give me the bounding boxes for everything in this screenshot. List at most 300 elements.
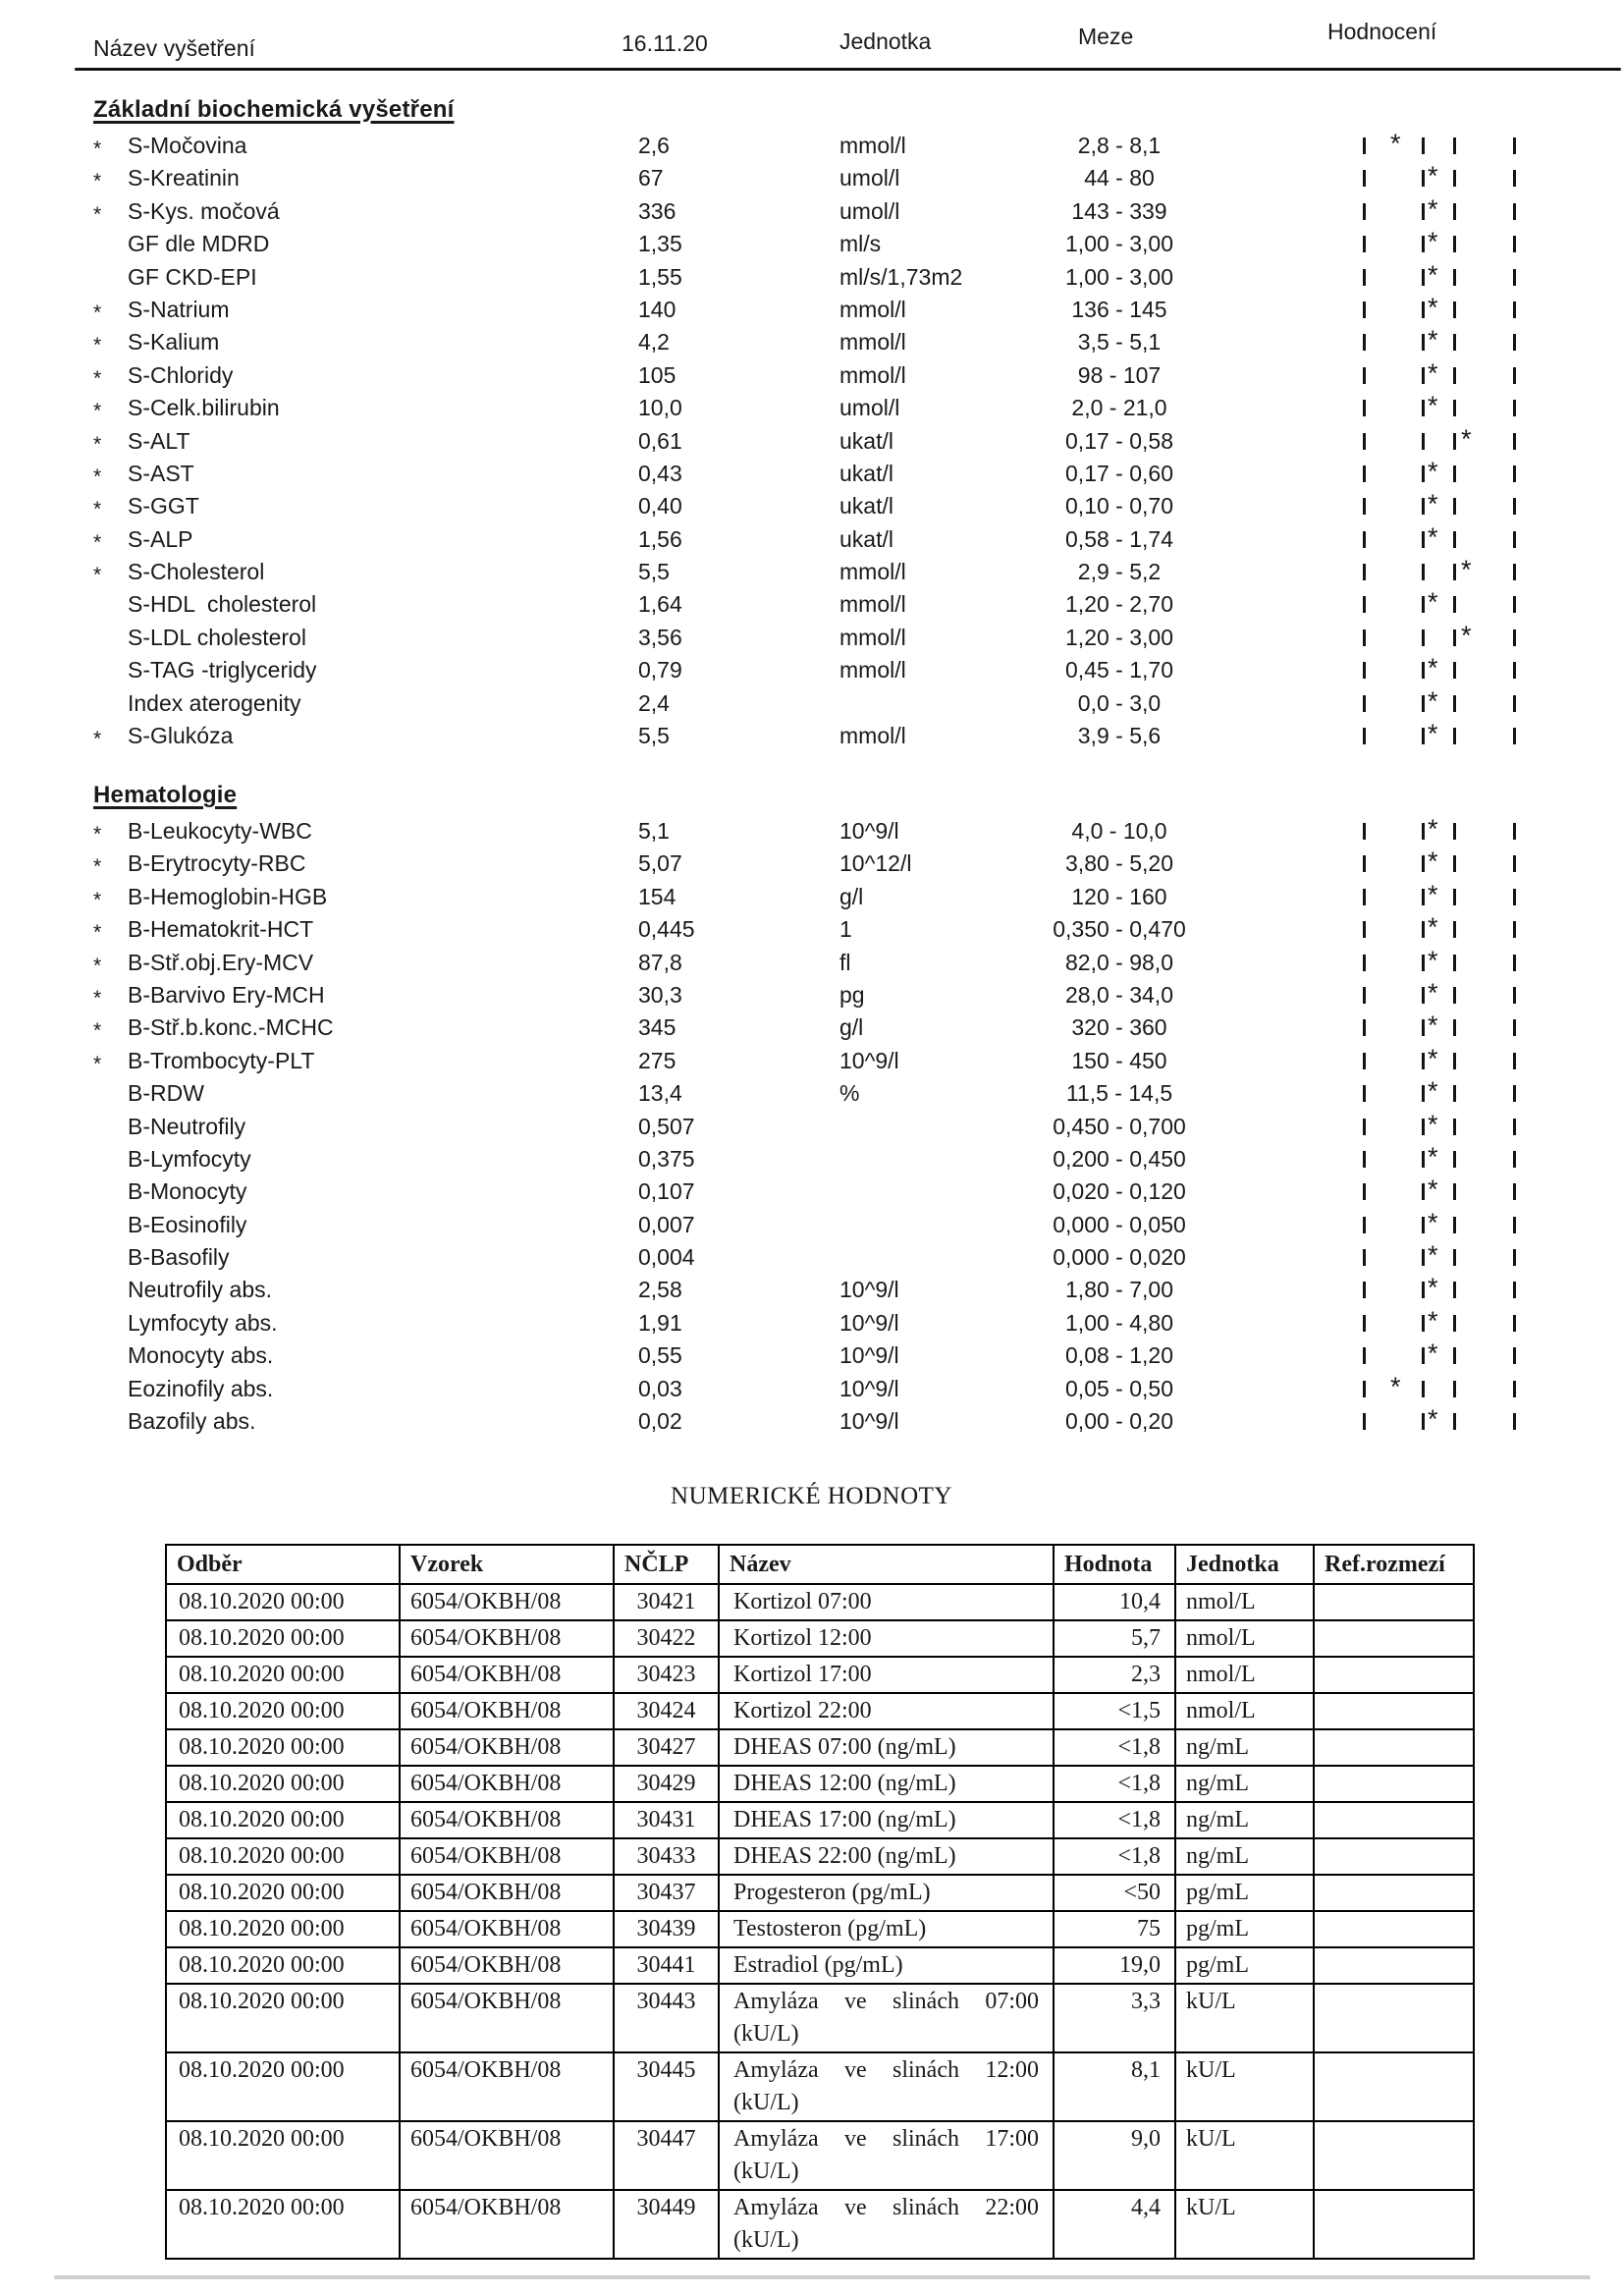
row-value: 0,445 [638, 916, 695, 943]
row-value: 10,0 [638, 395, 682, 421]
row-unit: 10^12/l [839, 850, 912, 877]
flag-bar [1453, 728, 1456, 744]
cell-nclp-code: 30429 [614, 1766, 719, 1802]
numeric-table-row [166, 1875, 1474, 1911]
cell-nclp-code: 30439 [614, 1911, 719, 1947]
row-unit [839, 1143, 1001, 1175]
row-test-name: B-Stř.b.konc.-MCHC [128, 1014, 334, 1041]
row-flag-chart [1363, 130, 1520, 165]
abnormal-asterisk [93, 1143, 128, 1175]
abnormal-asterisk [93, 588, 128, 621]
flag-bar [1513, 531, 1516, 548]
row-range: 0,17 - 0,60 [1065, 460, 1173, 486]
cell-ref-range [1314, 1620, 1474, 1657]
col-header-test-name: Název vyšetření [93, 35, 255, 61]
row-unit: ml/s [839, 231, 882, 257]
row-flag-chart [1363, 913, 1520, 949]
row-range: 0,020 - 0,120 [1053, 1178, 1186, 1205]
flag-marker: * [1428, 1011, 1438, 1041]
numeric-table-row [166, 1838, 1474, 1875]
row-test-name: B-Leukocyty-WBC [128, 818, 312, 844]
row-spacer [1237, 1373, 1363, 1405]
flag-bar [1422, 367, 1425, 384]
flag-bar [1453, 1183, 1456, 1200]
flag-marker: * [1428, 945, 1438, 975]
flag-bar [1453, 1282, 1456, 1298]
row-spacer [1237, 523, 1363, 559]
row-spacer [1237, 1045, 1363, 1080]
cell-ref-range [1314, 1911, 1474, 1947]
row-test-name: Eozinofily abs. [128, 1375, 274, 1401]
row-flag-chart [1363, 881, 1520, 916]
row-flag-chart [1363, 1011, 1520, 1047]
lab-row [0, 947, 1623, 979]
flag-bar [1422, 269, 1425, 286]
cell-test-name: DHEAS 07:00 (ng/mL) [719, 1729, 1054, 1766]
row-unit: ukat/l [839, 427, 893, 454]
cell-sample-id: 6054/OKBH/08 [400, 1693, 614, 1729]
numeric-table-header [166, 1545, 1474, 1584]
flag-bar [1453, 1315, 1456, 1332]
row-value: 2,58 [638, 1277, 682, 1303]
row-range: 1,00 - 3,00 [1065, 263, 1173, 290]
flag-bar [1363, 1249, 1366, 1266]
lab-row [0, 815, 1623, 847]
flag-bar [1453, 203, 1456, 220]
row-flag-chart [1363, 523, 1520, 559]
row-test-name: S-Natrium [128, 296, 230, 322]
cell-unit: kU/L [1175, 1984, 1314, 2052]
flag-marker: * [1461, 620, 1472, 650]
row-spacer [1237, 359, 1363, 395]
row-test-name: B-RDW [128, 1080, 204, 1107]
row-flag-chart [1363, 1209, 1520, 1241]
flag-bar [1453, 433, 1456, 450]
flag-bar [1513, 1085, 1516, 1102]
row-value: 2,4 [638, 689, 670, 716]
row-range: 98 - 107 [1077, 361, 1162, 388]
cell-nclp-code: 30443 [614, 1984, 719, 2052]
flag-bar [1422, 531, 1425, 548]
row-flag-chart [1363, 1405, 1520, 1438]
row-spacer [1237, 720, 1363, 755]
numeric-values-title: NUMERICKÉ HODNOTY [671, 1483, 952, 1509]
cell-value: <1,8 [1054, 1729, 1175, 1766]
row-test-name: S-Celk.bilirubin [128, 395, 280, 421]
flag-bar [1422, 301, 1425, 318]
cell-value: <1,8 [1054, 1838, 1175, 1875]
row-test-name: Index aterogenity [128, 689, 301, 716]
flag-marker: * [1428, 489, 1438, 519]
cell-test-name: Kortizol 07:00 [719, 1584, 1054, 1620]
row-test-name: S-Kreatinin [128, 165, 240, 191]
flag-bar [1422, 564, 1425, 580]
row-spacer [1237, 1175, 1363, 1208]
cell-unit: ng/mL [1175, 1766, 1314, 1802]
flag-marker: * [1428, 521, 1438, 552]
row-flag-chart [1363, 1241, 1520, 1274]
lab-row [0, 979, 1623, 1011]
section-title: Hematologie [93, 782, 238, 808]
abnormal-asterisk: * [93, 301, 102, 324]
row-value: 13,4 [638, 1080, 682, 1107]
row-value: 105 [638, 361, 676, 388]
abnormal-asterisk: * [93, 465, 102, 488]
numeric-col-header: NČLP [614, 1545, 719, 1584]
numeric-table-row [166, 1729, 1474, 1766]
row-unit: ukat/l [839, 493, 893, 519]
lab-row [0, 1307, 1623, 1339]
row-value: 1,55 [638, 263, 682, 290]
lab-row [0, 1011, 1623, 1044]
row-value: 0,004 [638, 1244, 695, 1271]
row-range: 120 - 160 [1071, 883, 1167, 909]
row-value: 1,64 [638, 591, 682, 618]
flag-bar [1363, 498, 1366, 515]
cell-sample-id: 6054/OKBH/08 [400, 2190, 614, 2259]
lab-row [0, 261, 1623, 294]
flag-bar [1513, 203, 1516, 220]
row-test-name: B-Basofily [128, 1244, 230, 1271]
flag-marker: * [1428, 227, 1438, 257]
abnormal-asterisk [93, 1274, 128, 1306]
abnormal-asterisk: * [93, 530, 102, 554]
cell-value: 3,3 [1054, 1984, 1175, 2052]
cell-sample-id: 6054/OKBH/08 [400, 1911, 614, 1947]
cell-test-name: DHEAS 22:00 (ng/mL) [719, 1838, 1054, 1875]
flag-bar [1453, 987, 1456, 1004]
flag-bar [1453, 921, 1456, 938]
cell-collection-time: 08.10.2020 00:00 [166, 1766, 400, 1802]
lab-row [0, 458, 1623, 490]
cell-test-name: Amyláza ve slinách 17:00 (kU/L) [719, 2121, 1054, 2190]
cell-sample-id: 6054/OKBH/08 [400, 1766, 614, 1802]
flag-bar [1422, 728, 1425, 744]
row-unit: ml/s/1,73m2 [839, 263, 963, 290]
col-header-unit: Jednotka [839, 28, 932, 54]
cell-test-name: Amyláza ve slinách 22:00 (kU/L) [719, 2190, 1054, 2259]
row-test-name: Monocyty abs. [128, 1342, 274, 1369]
cell-value: 5,7 [1054, 1620, 1175, 1657]
flag-bar [1453, 1217, 1456, 1233]
flag-bar [1513, 1315, 1516, 1332]
abnormal-asterisk: * [93, 170, 102, 193]
row-test-name: B-Lymfocyty [128, 1145, 251, 1172]
row-value: 0,107 [638, 1178, 695, 1205]
row-test-name: S-Cholesterol [128, 559, 265, 585]
row-range: 28,0 - 34,0 [1065, 981, 1173, 1008]
row-flag-chart [1363, 294, 1520, 329]
numeric-col-header: Ref.rozmezí [1314, 1545, 1474, 1584]
flag-bar [1363, 1085, 1366, 1102]
row-value: 5,5 [638, 723, 670, 749]
flag-bar [1513, 1053, 1516, 1069]
row-unit: ukat/l [839, 460, 893, 486]
cell-sample-id: 6054/OKBH/08 [400, 2121, 614, 2190]
flag-bar [1363, 629, 1366, 646]
cell-collection-time: 08.10.2020 00:00 [166, 1620, 400, 1657]
header-divider-line [75, 68, 1621, 71]
row-spacer [1237, 1274, 1363, 1306]
flag-bar [1422, 629, 1425, 646]
lab-row [0, 162, 1623, 194]
flag-bar [1453, 1347, 1456, 1364]
row-test-name: S-HDL cholesterol [128, 591, 317, 618]
flag-marker: * [1428, 685, 1438, 716]
row-spacer [1237, 913, 1363, 949]
row-spacer [1237, 425, 1363, 461]
row-value: 336 [638, 197, 676, 224]
flag-bar [1363, 269, 1366, 286]
abnormal-asterisk [93, 687, 128, 720]
flag-bar [1363, 823, 1366, 840]
cell-ref-range [1314, 1875, 1474, 1911]
flag-marker: * [1390, 1371, 1401, 1401]
flag-bar [1422, 1053, 1425, 1069]
flag-bar [1363, 236, 1366, 252]
row-value: 275 [638, 1047, 676, 1073]
cell-collection-time: 08.10.2020 00:00 [166, 1875, 400, 1911]
cell-ref-range [1314, 1584, 1474, 1620]
flag-bar [1513, 889, 1516, 905]
row-flag-chart [1363, 1274, 1520, 1306]
row-flag-chart [1363, 622, 1520, 654]
row-test-name: B-Stř.obj.Ery-MCV [128, 949, 314, 975]
row-range: 0,200 - 0,450 [1053, 1145, 1186, 1172]
flag-marker: * [1461, 423, 1472, 454]
cell-collection-time: 08.10.2020 00:00 [166, 1693, 400, 1729]
flag-marker: * [1428, 912, 1438, 943]
row-unit: umol/l [839, 165, 900, 191]
row-unit: mmol/l [839, 361, 906, 388]
row-unit: mmol/l [839, 723, 906, 749]
cell-sample-id: 6054/OKBH/08 [400, 1620, 614, 1657]
row-range: 143 - 339 [1071, 197, 1167, 224]
row-spacer [1237, 162, 1363, 197]
row-spacer [1237, 326, 1363, 361]
cell-nclp-code: 30427 [614, 1729, 719, 1766]
flag-marker: * [1428, 879, 1438, 909]
row-value: 0,79 [638, 657, 682, 683]
cell-unit: kU/L [1175, 2052, 1314, 2121]
cell-test-name: Progesteron (pg/mL) [719, 1875, 1054, 1911]
flag-bar [1513, 1183, 1516, 1200]
flag-marker: * [1428, 325, 1438, 355]
flag-bar [1422, 1217, 1425, 1233]
flag-bar [1363, 1413, 1366, 1430]
flag-bar [1363, 564, 1366, 580]
row-test-name: B-Eosinofily [128, 1211, 247, 1237]
lab-row [0, 1111, 1623, 1143]
row-unit: ukat/l [839, 525, 893, 552]
row-spacer [1237, 1143, 1363, 1175]
cell-ref-range [1314, 2052, 1474, 2121]
row-flag-chart [1363, 1077, 1520, 1110]
row-value: 67 [638, 165, 664, 191]
flag-bar [1422, 137, 1425, 154]
cell-ref-range [1314, 1802, 1474, 1838]
flag-marker: * [1428, 977, 1438, 1008]
cell-sample-id: 6054/OKBH/08 [400, 1947, 614, 1984]
row-range: 136 - 145 [1071, 296, 1167, 322]
lab-row [0, 622, 1623, 654]
flag-bar [1422, 334, 1425, 351]
flag-bar [1513, 498, 1516, 515]
numeric-table-row [166, 1802, 1474, 1838]
cell-collection-time: 08.10.2020 00:00 [166, 1911, 400, 1947]
flag-bar [1363, 433, 1366, 450]
cell-nclp-code: 30431 [614, 1802, 719, 1838]
row-spacer [1237, 261, 1363, 294]
row-unit [839, 1111, 1001, 1143]
flag-bar [1422, 855, 1425, 872]
abnormal-asterisk: * [93, 498, 102, 521]
abnormal-asterisk: * [93, 1052, 102, 1075]
row-test-name: S-LDL cholesterol [128, 624, 306, 650]
numeric-col-header: Název [719, 1545, 1054, 1584]
lab-row [0, 1143, 1623, 1175]
flag-bar [1363, 1053, 1366, 1069]
flag-bar [1363, 1119, 1366, 1135]
flag-bar [1363, 137, 1366, 154]
row-value: 0,55 [638, 1342, 682, 1369]
row-flag-chart [1363, 490, 1520, 525]
row-range: 2,0 - 21,0 [1071, 395, 1167, 421]
row-test-name: B-Monocyty [128, 1178, 247, 1205]
cell-test-name: Kortizol 22:00 [719, 1693, 1054, 1729]
row-test-name: S-Kys. močová [128, 197, 280, 224]
cell-sample-id: 6054/OKBH/08 [400, 1729, 614, 1766]
row-unit [839, 1209, 1001, 1241]
flag-bar [1422, 236, 1425, 252]
flag-marker: * [1428, 1404, 1438, 1435]
lab-row [0, 1077, 1623, 1110]
cell-nclp-code: 30441 [614, 1947, 719, 1984]
lab-row [0, 1339, 1623, 1372]
flag-marker: * [1428, 814, 1438, 844]
flag-bar [1513, 1381, 1516, 1397]
row-range: 1,80 - 7,00 [1065, 1277, 1173, 1303]
flag-bar [1513, 564, 1516, 580]
row-spacer [1237, 1209, 1363, 1241]
flag-bar [1422, 465, 1425, 482]
row-flag-chart [1363, 654, 1520, 686]
flag-marker: * [1428, 391, 1438, 421]
cell-unit: ng/mL [1175, 1729, 1314, 1766]
row-spacer [1237, 1077, 1363, 1110]
flag-bar [1453, 236, 1456, 252]
flag-bar [1453, 596, 1456, 613]
row-test-name: S-ALT [128, 427, 190, 454]
row-unit: 10^9/l [839, 1342, 899, 1369]
flag-bar [1513, 728, 1516, 744]
cell-unit: kU/L [1175, 2190, 1314, 2259]
flag-bar [1513, 1217, 1516, 1233]
flag-bar [1363, 170, 1366, 187]
row-unit: mmol/l [839, 591, 906, 618]
row-unit: % [839, 1080, 860, 1107]
cell-collection-time: 08.10.2020 00:00 [166, 2121, 400, 2190]
cell-value: 9,0 [1054, 2121, 1175, 2190]
numeric-table-row [166, 1766, 1474, 1802]
flag-bar [1513, 465, 1516, 482]
cell-collection-time: 08.10.2020 00:00 [166, 1838, 400, 1875]
row-unit [839, 687, 1001, 720]
flag-marker: * [1428, 161, 1438, 191]
row-spacer [1237, 654, 1363, 686]
row-range: 150 - 450 [1071, 1047, 1167, 1073]
row-range: 11,5 - 14,5 [1065, 1080, 1173, 1107]
flag-marker: * [1428, 1273, 1438, 1303]
lab-row [0, 654, 1623, 686]
numeric-col-header: Hodnota [1054, 1545, 1175, 1584]
row-unit: mmol/l [839, 624, 906, 650]
flag-bar [1422, 400, 1425, 416]
flag-marker: * [1428, 193, 1438, 224]
cell-value: 2,3 [1054, 1657, 1175, 1693]
flag-bar [1422, 1085, 1425, 1102]
cell-nclp-code: 30449 [614, 2190, 719, 2259]
abnormal-asterisk [93, 1307, 128, 1339]
flag-bar [1513, 236, 1516, 252]
col-header-date: 16.11.20 [622, 30, 708, 56]
row-unit: pg [839, 981, 865, 1008]
flag-bar [1422, 823, 1425, 840]
row-range: 3,5 - 5,1 [1077, 329, 1162, 355]
flag-bar [1363, 889, 1366, 905]
flag-bar [1363, 955, 1366, 971]
flag-bar [1363, 334, 1366, 351]
abnormal-asterisk [93, 1241, 128, 1274]
row-test-name: Bazofily abs. [128, 1408, 256, 1435]
flag-bar [1363, 596, 1366, 613]
flag-bar [1422, 1249, 1425, 1266]
cell-nclp-code: 30437 [614, 1875, 719, 1911]
cell-value: 10,4 [1054, 1584, 1175, 1620]
flag-bar [1363, 1151, 1366, 1168]
flag-bar [1453, 662, 1456, 679]
row-flag-chart [1363, 847, 1520, 883]
cell-nclp-code: 30447 [614, 2121, 719, 2190]
row-value: 4,2 [638, 329, 670, 355]
cell-collection-time: 08.10.2020 00:00 [166, 1802, 400, 1838]
row-unit: mmol/l [839, 133, 906, 158]
row-spacer [1237, 1011, 1363, 1047]
section-title: Základní biochemická vyšetření [93, 96, 455, 123]
cell-sample-id: 6054/OKBH/08 [400, 2052, 614, 2121]
row-spacer [1237, 1339, 1363, 1372]
row-spacer [1237, 1111, 1363, 1143]
row-spacer [1237, 815, 1363, 850]
flag-bar [1422, 1381, 1425, 1397]
numeric-table-row [166, 1620, 1474, 1657]
col-header-range: Meze [1078, 24, 1134, 49]
row-spacer [1237, 294, 1363, 329]
scan-bottom-edge-artifact [54, 2275, 1591, 2279]
lab-row [0, 523, 1623, 556]
flag-bar [1453, 334, 1456, 351]
row-spacer [1237, 1307, 1363, 1339]
abnormal-asterisk: * [93, 954, 102, 977]
row-range: 320 - 360 [1071, 1014, 1167, 1041]
flag-bar [1363, 1282, 1366, 1298]
flag-marker: * [1428, 1207, 1438, 1237]
flag-bar [1513, 987, 1516, 1004]
row-test-name: S-Glukóza [128, 723, 234, 749]
cell-sample-id: 6054/OKBH/08 [400, 1657, 614, 1693]
flag-bar [1453, 498, 1456, 515]
row-flag-chart [1363, 458, 1520, 493]
